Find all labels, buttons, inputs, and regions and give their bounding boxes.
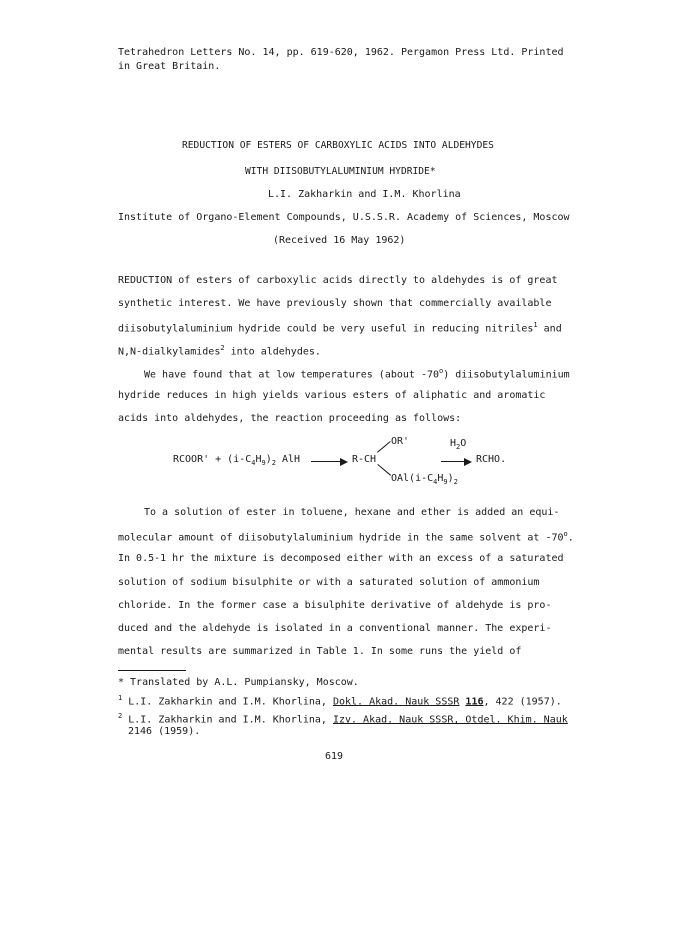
intermediate-or: OR' <box>391 436 410 447</box>
body-line: To a solution of ester in toluene, hexane and ether is added an equi- <box>144 507 560 518</box>
footnote-1: $^1$ L.I. Zakharkin and I.M. Khorlina, Dokl. Akad. Nauk SSSR 116, 422 (1957). <box>118 694 562 708</box>
paper-title-line1: REDUCTION OF ESTERS OF CARBOXYLIC ACIDS INTO ALDEHYDES <box>182 140 494 151</box>
intermediate-oal: $OAl(i-C_4H_9)_2$ <box>391 473 458 486</box>
ref-2-superscript: 2 <box>220 344 225 352</box>
affiliation: Institute of Organo-Element Compounds, U.S.S.R. Academy of Sciences, Moscow <box>118 212 570 223</box>
paper-title-line2: WITH DIISOBUTYLALUMINIUM HYDRIDE* <box>245 166 436 177</box>
body-line: REDUCTION of esters of carboxylic acids directly to aldehydes is of great <box>118 275 558 286</box>
body-line: hydride reduces in high yields various esters of aliphatic and aromatic <box>118 390 546 401</box>
intermediate-rch: R-CH <box>352 454 377 465</box>
body-line: acids into aldehydes, the reaction proceeding as follows: <box>118 413 462 424</box>
journal-header-line2: in Great Britain. <box>118 61 221 72</box>
body-line: synthetic interest. We have previously shown that commercially available <box>118 298 552 309</box>
equation-reactants: RCOOR' + $(i-C_4H_9)_2$ AlH <box>173 454 301 467</box>
body-line: N,N-dialkylamides$^2$ into aldehydes. <box>118 344 321 358</box>
reaction-arrow-2 <box>441 461 470 462</box>
body-line: molecular amount of diisobutylaluminium hydride in the same solvent at -70$^o$. <box>118 530 574 544</box>
footnote-2: $^2$ L.I. Zakharkin and I.M. Khorlina, Izv. Akad. Nauk SSSR, Otdel. Khim. Nauk <box>118 712 568 726</box>
bond-down <box>377 464 391 476</box>
authors: L.I. Zakharkin and I.M. Khorlina <box>268 189 461 200</box>
body-line: In 0.5-1 hr the mixture is decomposed either with an excess of a saturated <box>118 553 564 564</box>
water-reagent: $H_2O$ <box>450 438 467 451</box>
body-line: diisobutylaluminium hydride could be very useful in reducing nitriles$^1$ and <box>118 321 562 335</box>
received-date: (Received 16 May 1962) <box>273 235 406 246</box>
body-line: duced and the aldehyde is isolated in a conventional manner. The experi- <box>118 623 552 634</box>
page-number: 619 <box>325 751 344 762</box>
body-line: chloride. In the former case a bisulphite derivative of aldehyde is pro- <box>118 600 552 611</box>
body-line: We have found that at low temperatures (about -70$^o$) diisobutylaluminium <box>144 367 570 381</box>
ref-1-superscript: 1 <box>533 321 538 329</box>
footnote-translator: * Translated by A.L. Pumpiansky, Moscow. <box>118 677 359 688</box>
body-line: solution of sodium bisulphite or with a saturated solution of ammonium <box>118 577 540 588</box>
product-aldehyde: RCHO. <box>476 454 507 465</box>
footnote-2-continued: 2146 (1959). <box>128 726 201 737</box>
footnote-rule <box>118 670 186 671</box>
reaction-arrow-1 <box>311 461 346 462</box>
body-line: mental results are summarized in Table 1. In some runs the yield of <box>118 646 522 657</box>
bond-up <box>377 441 391 453</box>
journal-header-line1: Tetrahedron Letters No. 14, pp. 619-620, 1962. Pergamon Press Ltd. Printed <box>118 47 564 58</box>
